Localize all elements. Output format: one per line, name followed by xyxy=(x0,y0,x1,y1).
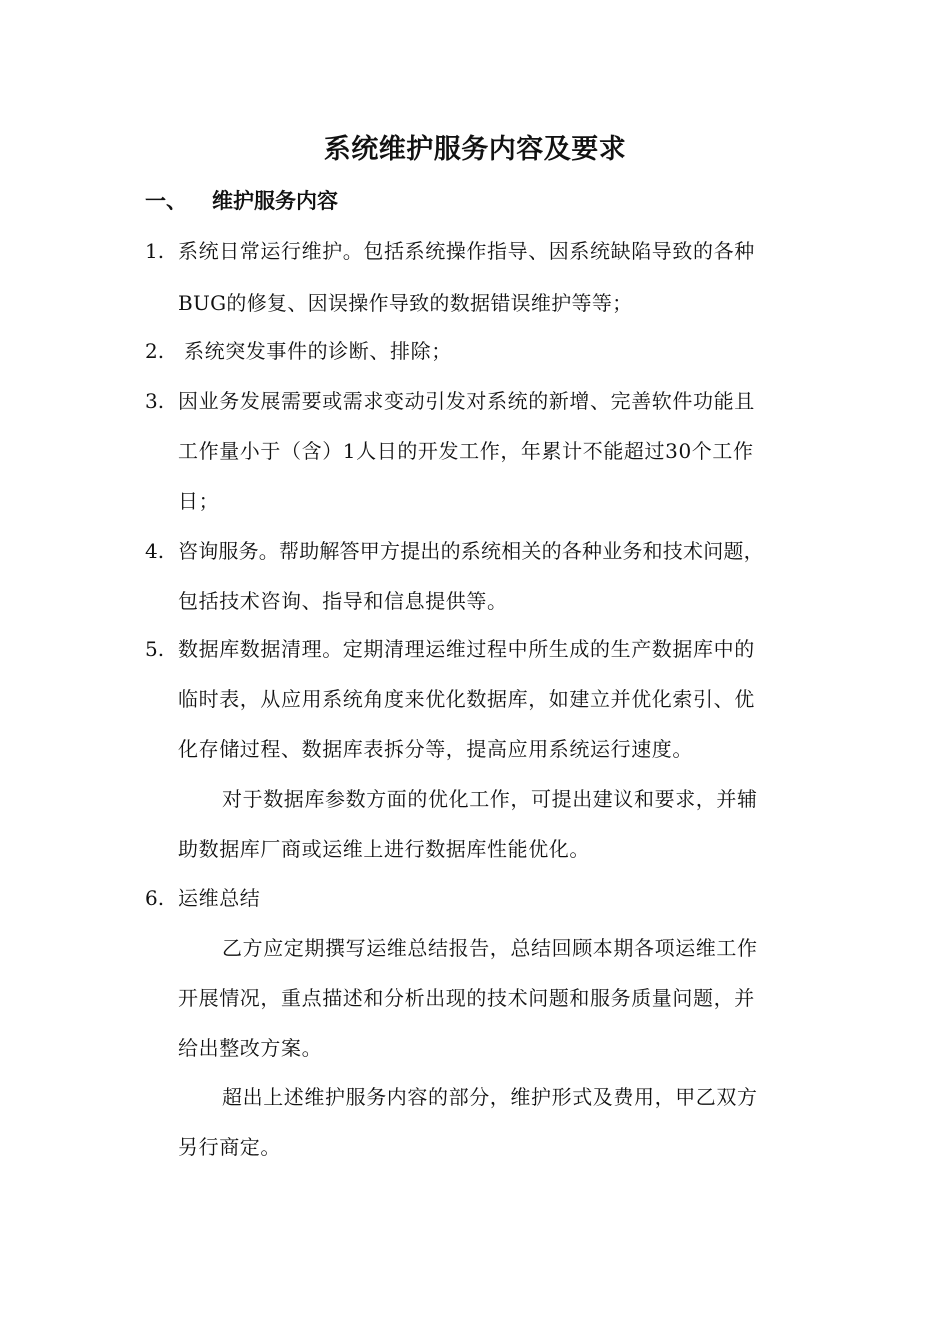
item-3-line-2: 工作量小于（含）1人日的开发工作，年累计不能超过30个工作 xyxy=(178,439,754,463)
item-5-line-2: 临时表，从应用系统角度来优化数据库，如建立并优化索引、优 xyxy=(178,687,755,711)
document-title: 系统维护服务内容及要求 xyxy=(323,134,627,165)
item-1-line-2: BUG的修复、因误操作导致的数据错误维护等等； xyxy=(178,291,633,315)
item-4-marker: 4. xyxy=(145,539,165,563)
closing-line-2: 另行商定。 xyxy=(178,1135,281,1159)
item-6-note-line-3: 给出整改方案。 xyxy=(178,1036,323,1060)
item-5-note-line-2: 助数据库厂商或运维上进行数据库性能优化。 xyxy=(178,837,590,861)
item-6-line-1: 运维总结 xyxy=(178,886,261,910)
section-heading xyxy=(145,183,338,219)
item-1-marker: 1. xyxy=(145,239,165,263)
item-4-line-1: 咨询服务。帮助解答甲方提出的系统相关的各种业务和技术问题， xyxy=(178,539,764,563)
closing-line-1: 超出上述维护服务内容的部分，维护形式及费用，甲乙双方 xyxy=(222,1085,758,1109)
item-3-line-1: 因业务发展需要或需求变动引发对系统的新增、完善软件功能且 xyxy=(178,389,755,413)
item-6-note-line-2: 开展情况，重点描述和分析出现的技术问题和服务质量问题，并 xyxy=(178,986,755,1010)
item-1-line-1: 系统日常运行维护。包括系统操作指导、因系统缺陷导致的各种 xyxy=(178,239,755,263)
item-2-marker: 2. xyxy=(145,339,165,363)
item-6-marker: 6. xyxy=(145,886,165,910)
item-6-note-line-1: 乙方应定期撰写运维总结报告，总结回顾本期各项运维工作 xyxy=(222,936,758,960)
item-5-line-3: 化存储过程、数据库表拆分等，提高应用系统运行速度。 xyxy=(178,737,693,761)
item-2-line-1: 系统突发事件的诊断、排除； xyxy=(184,339,452,363)
section-heading-text: 维护服务内容 xyxy=(212,189,338,213)
item-5-line-1: 数据库数据清理。定期清理运维过程中所生成的生产数据库中的 xyxy=(178,637,755,661)
item-3-marker: 3. xyxy=(145,389,165,413)
item-3-line-3: 日； xyxy=(178,489,220,513)
section-number: 一、 xyxy=(145,189,187,213)
item-5-marker: 5. xyxy=(145,637,165,661)
item-4-line-2: 包括技术咨询、指导和信息提供等。 xyxy=(178,589,508,613)
item-5-note-line-1: 对于数据库参数方面的优化工作，可提出建议和要求，并辅 xyxy=(222,787,758,811)
